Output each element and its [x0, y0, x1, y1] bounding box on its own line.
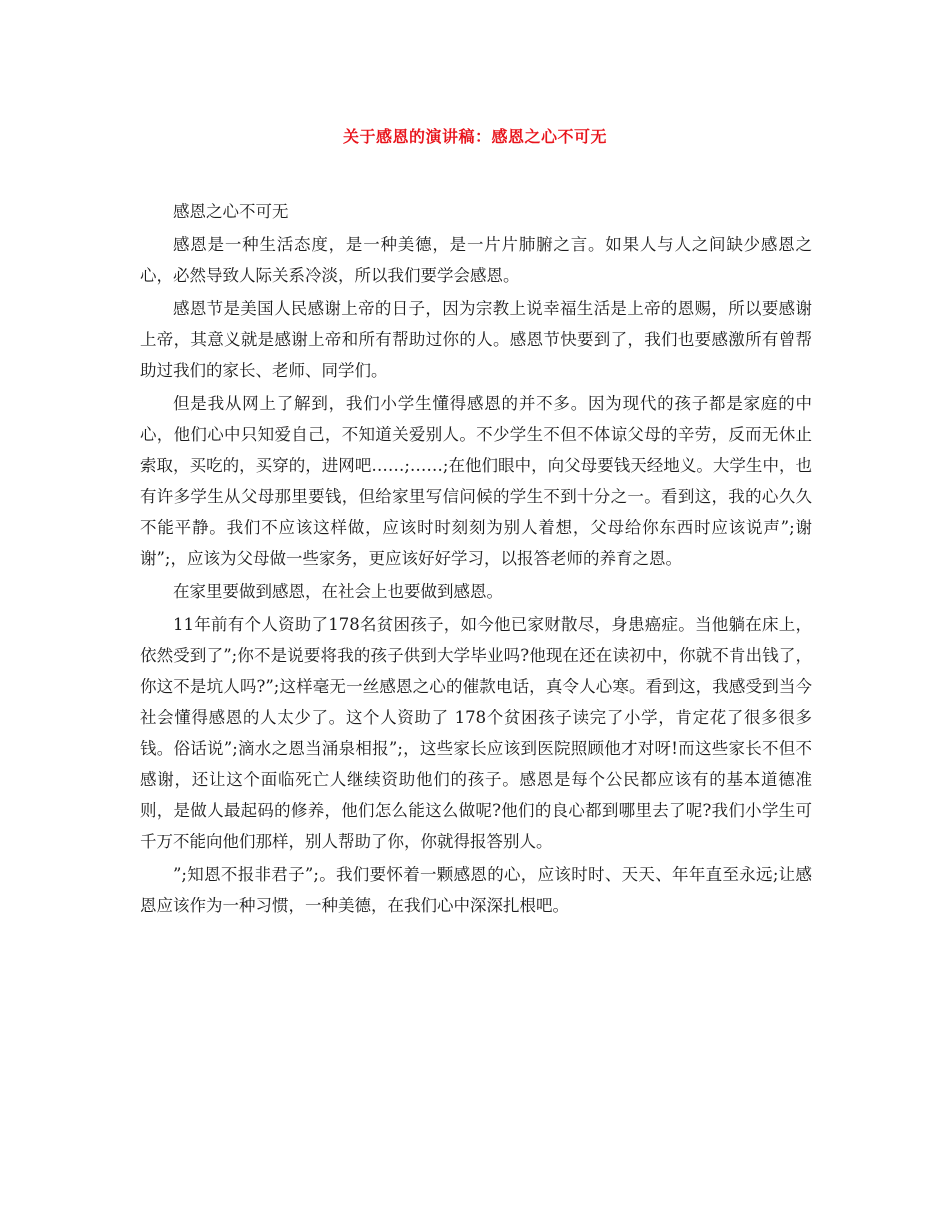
paragraph: 感恩节是美国人民感谢上帝的日子，因为宗教上说幸福生活是上帝的恩赐，所以要感谢上帝，其意义就是感谢上帝和所有帮助过你的人。感恩节快要到了，我们也要感激所有曾帮助过我们的家长、老师、同学们。 [140, 299, 812, 380]
paragraph: 在家里要做到感恩，在社会上也要做到感恩。 [173, 582, 503, 601]
paragraph: 但是我从网上了解到，我们小学生懂得感恩的并不多。因为现代的孩子都是家庭的中心，他们心中只知爱自己，不知道关爱别人。不少学生不但不体谅父母的辛劳，反而无休止索取，买吃的，买穿的，进网吧……;……;在他们眼中，向父母要钱天经地义。大学生中，也有许多学生从父母那里要钱，但给家里写信问候的学生不到十分之一。看到这，我的心久久不能平静。我们不应该这样做，应该时时刻刻为别人着想，父母给你东西时应该说声”;谢谢”;，应该为父母做一些家务，更应该好好学习，以报答老师的养育之恩。 [140, 394, 812, 568]
paragraph: ”;知恩不报非君子”;。我们要怀着一颗感恩的心，应该时时、天天、年年直至永远;让感恩应该作为一种习惯，一种美德，在我们心中深深扎根吧。 [140, 865, 812, 915]
paragraph: 11年前有个人资助了178名贫困孩子，如今他已家财散尽，身患癌症。当他躺在床上，依然受到了”;你不是说要将我的孩子供到大学毕业吗?他现在还在读初中，你就不肯出钱了，你这不是坑人吗?”;这样毫无一丝感恩之心的催款电话，真令人心寒。看到这，我感受到当今社会懂得感恩的人太少了。这个人资助了 178个贫困孩子读完了小学，肯定花了很多很多钱。俗话说”;滴水之恩当涌泉相报”;，这些家长应该到医院照顾他才对呀!而这些家长不但不感谢，还让这个面临死亡人继续资助他们的孩子。感恩是每个公民都应该有的基本道德准则，是做人最起码的修养，他们怎么能这么做呢?他们的良心都到哪里去了呢?我们小学生可千万不能向他们那样，别人帮助了你，你就得报答别人。 [140, 615, 812, 851]
document-title: 关于感恩的演讲稿：感恩之心不可无 [342, 127, 607, 146]
paragraph: 感恩是一种生活态度，是一种美德，是一片片肺腑之言。如果人与人之间缺少感恩之心，必然导致人际关系冷淡，所以我们要学会感恩。 [140, 235, 812, 285]
document-body [140, 196, 812, 923]
paragraph-subtitle: 感恩之心不可无 [173, 202, 289, 221]
